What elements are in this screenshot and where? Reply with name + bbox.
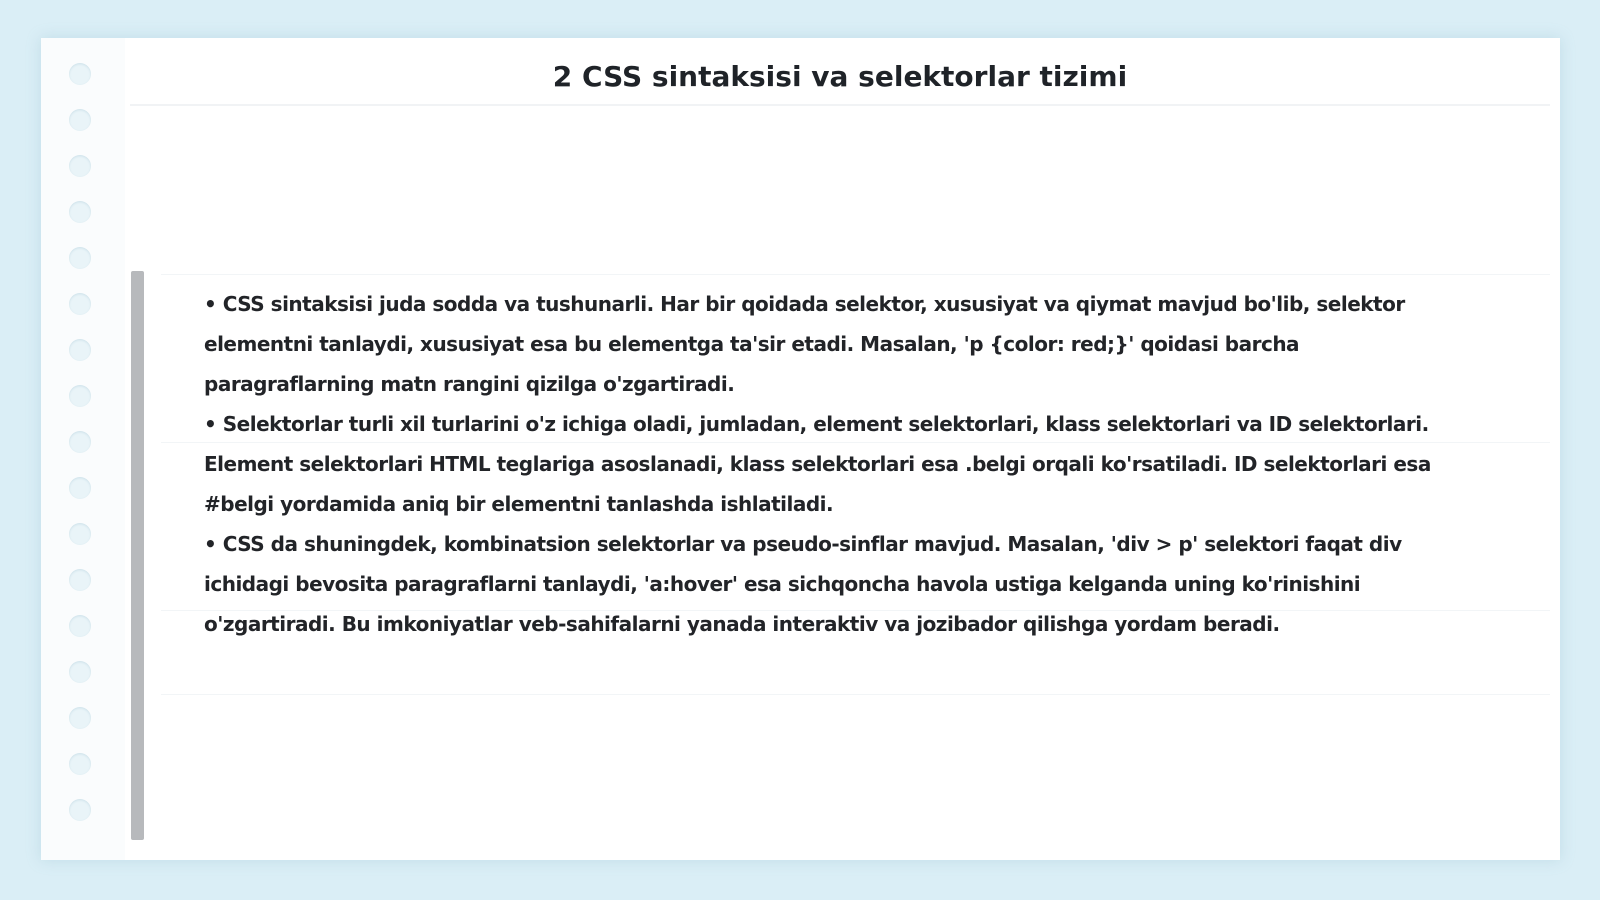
- bullet-item: • CSS da shuningdek, kombinatsion selektorlar va pseudo-sinflar mavjud. Masalan, 'div > p' selektori faqat div ichidagi bevosita paragraflarni tanlaydi, 'a:hover' esa sichqoncha havola ustiga kelganda uning ko'rinishini o'zgartiradi. Bu imkoniyatlar veb-sahifalarni yanada interaktiv va jozibador qilishga yordam beradi.: [204, 532, 1402, 636]
- binding-hole: [69, 155, 91, 177]
- binding-hole: [69, 293, 91, 315]
- bullet-item: • CSS sintaksisi juda sodda va tushunarli. Har bir qoidada selektor, xususiyat va qiymat mavjud bo'lib, selektor elementni tanlaydi, xususiyat esa bu elementga ta'sir etadi. Masalan, 'p {color: red;}' qoidasi barcha paragraflarning matn rangini qizilga o'zgartiradi.: [204, 292, 1405, 396]
- bullet-list: [204, 284, 1444, 644]
- binding-hole: [69, 753, 91, 775]
- binding-hole: [69, 477, 91, 499]
- title-divider: [130, 104, 1550, 106]
- binding-hole: [69, 109, 91, 131]
- bullet-item: • Selektorlar turli xil turlarini o'z ichiga oladi, jumladan, element selektorlari, klass selektorlari va ID selektorlari. Element selektorlari HTML teglariga asoslanadi, klass selektorlari esa .belgi orqali ko'rsatiladi. ID selektorlari esa #belgi yordamida aniq bir elementni tanlashda ishlatiladi.: [204, 412, 1431, 516]
- notebook-page: [41, 38, 1560, 860]
- binding-hole: [69, 385, 91, 407]
- accent-bar: [131, 271, 144, 840]
- binding-hole: [69, 707, 91, 729]
- binding-hole: [69, 201, 91, 223]
- notebook-binding: [41, 38, 125, 860]
- binding-hole: [69, 661, 91, 683]
- binding-hole: [69, 63, 91, 85]
- slide-title: 2 CSS sintaksisi va selektorlar tizimi: [552, 60, 1128, 93]
- binding-hole: [69, 247, 91, 269]
- binding-hole: [69, 431, 91, 453]
- binding-hole: [69, 615, 91, 637]
- ruled-line: [161, 694, 1550, 695]
- binding-hole: [69, 523, 91, 545]
- binding-hole: [69, 339, 91, 361]
- binding-hole: [69, 799, 91, 821]
- ruled-line: [161, 274, 1550, 275]
- binding-hole: [69, 569, 91, 591]
